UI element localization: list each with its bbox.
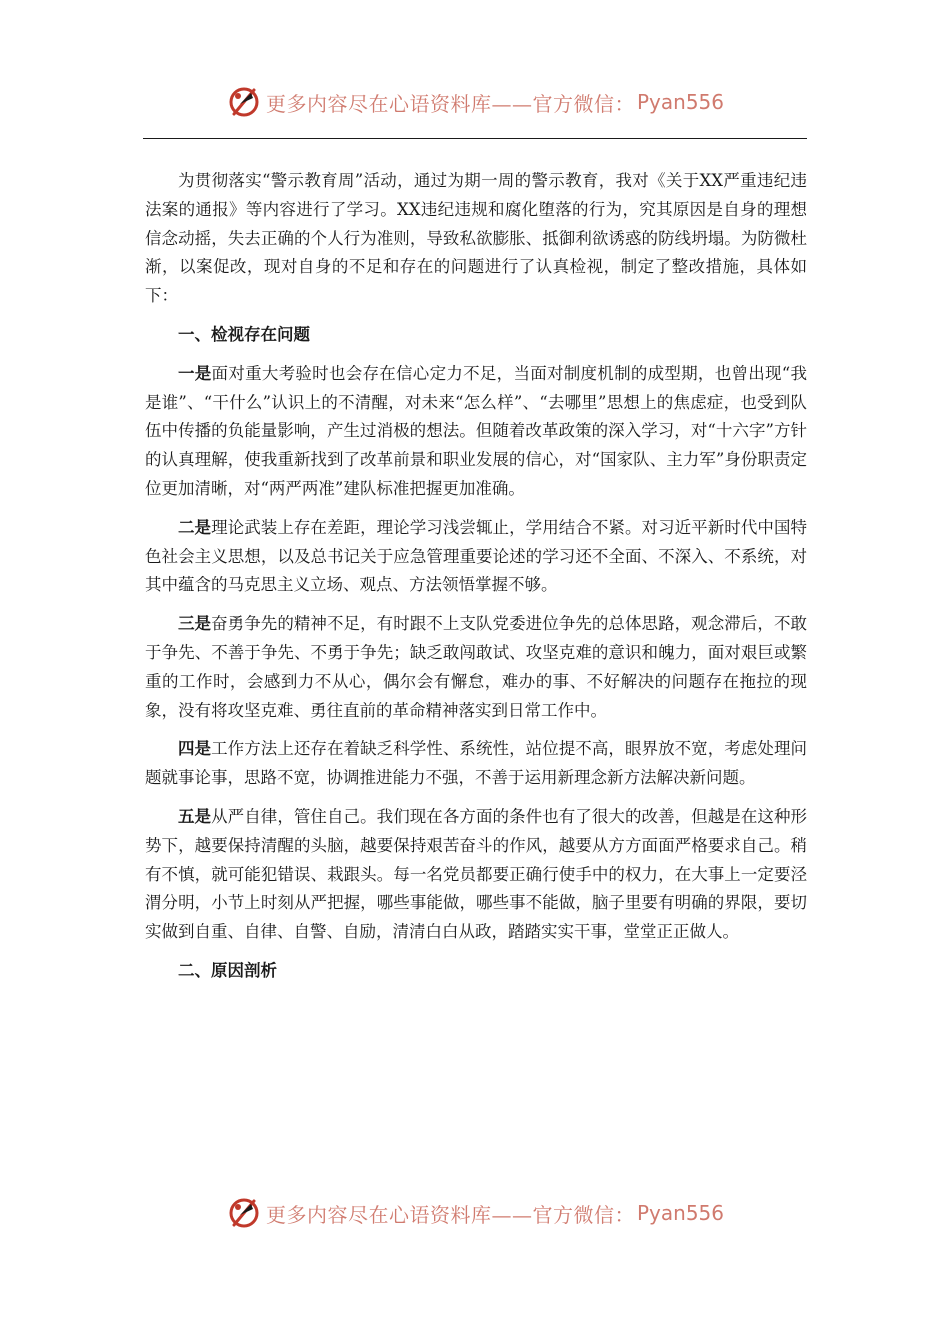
item-text: 工作方法上还存在着缺乏科学性、系统性，站位提不高，眼界放不宽，考虑处理问题就事论事，思路不宽，协调推进能力不强，不善于运用新理念新方法解决新问题。: [145, 739, 808, 788]
ribbon-logo-icon: [226, 84, 262, 120]
problem-item-3: [145, 610, 807, 725]
item-lead: 三是: [178, 614, 212, 634]
item-text: 从严自律，管住自己。我们现在各方面的条件也有了很大的改善，但越是在这种形势下，越要保持清醒的头脑，越要保持艰苦奋斗的作风，越要从方方面面严格要求自己。稍有不慎，就可能犯错误、栽跟头。每一名党员都要正确行使手中的权力，在大事上一定要泾渭分明，小节上时刻从严把握，哪些事能做，哪些事不能做，脑子里要有明确的界限，要切实做到自重、自律、自警、自励，清清白白从政，踏踏实实干事，堂堂正正做人。: [145, 806, 808, 942]
item-lead: 二是: [178, 517, 212, 537]
item-lead: 四是: [178, 739, 212, 759]
item-lead: 五是: [178, 806, 212, 826]
footer-banner: [0, 1193, 950, 1233]
footer-banner-text: 更多内容尽在心语资料库——官方微信：: [265, 1202, 635, 1227]
document-body: [145, 167, 807, 996]
intro-paragraph: 为贯彻落实“警示教育周”活动，通过为期一周的警示教育，我对《关于XX严重违纪违法案的通报》等内容进行了学习。XX违纪违规和腐化堕落的行为，究其原因是自身的理想信念动摇，失去正确的个人行为准则，导致私欲膨胀、抵御利欲诱惑的防线坍塌。为防微杜渐，以案促改，现对自身的不足和存在的问题进行了认真检视，制定了整改措施，具体如下：: [145, 171, 807, 306]
item-text: 面对重大考验时也会存在信心定力不足，当面对制度机制的成型期，也曾出现“我是谁”、“干什么”认识上的不清醒，对未来“怎么样”、“去哪里”思想上的焦虑症，也受到队伍中传播的负能量影响，产生过消极的想法。但随着改革政策的深入学习，对“十六字”方针的认真理解，使我重新找到了改革前景和职业发展的信心，对“国家队、主力军”身份职责定位更加清晰，对“两严两准”建队标准把握更加准确。: [145, 363, 808, 498]
header-divider: [143, 138, 807, 139]
item-text: 奋勇争先的精神不足，有时跟不上支队党委进位争先的总体思路，观念滞后，不敢于争先、不善于争先、不勇于争先；缺乏敢闯敢试、攻坚克难的意识和魄力，面对艰巨或繁重的工作时，会感到力不从心，偶尔会有懈怠，难办的事、不好解决的问题存在拖拉的现象，没有将攻坚克难、勇往直前的革命精神落实到日常工作中。: [145, 614, 808, 720]
header-banner-text: 更多内容尽在心语资料库——官方微信：: [265, 91, 635, 116]
ribbon-logo-icon: [226, 1195, 262, 1231]
section-heading-problems: 一、检视存在问题: [178, 324, 310, 344]
header-banner: [0, 82, 950, 122]
header-banner-code: Pyan556: [636, 90, 724, 114]
section-heading-causes: 二、原因剖析: [178, 960, 277, 980]
problem-item-2: [145, 514, 807, 600]
item-lead: 一是: [178, 363, 212, 383]
problem-item-5: [145, 803, 807, 947]
footer-banner-code: Pyan556: [636, 1201, 724, 1225]
problem-item-1: [145, 360, 807, 504]
problem-item-4: [145, 735, 807, 793]
item-text: 理论武装上存在差距，理论学习浅尝辄止，学用结合不紧。对习近平新时代中国特色社会主义思想，以及总书记关于应急管理重要论述的学习还不全面、不深入、不系统，对其中蕴含的马克思主义立场、观点、方法领悟掌握不够。: [145, 517, 808, 595]
